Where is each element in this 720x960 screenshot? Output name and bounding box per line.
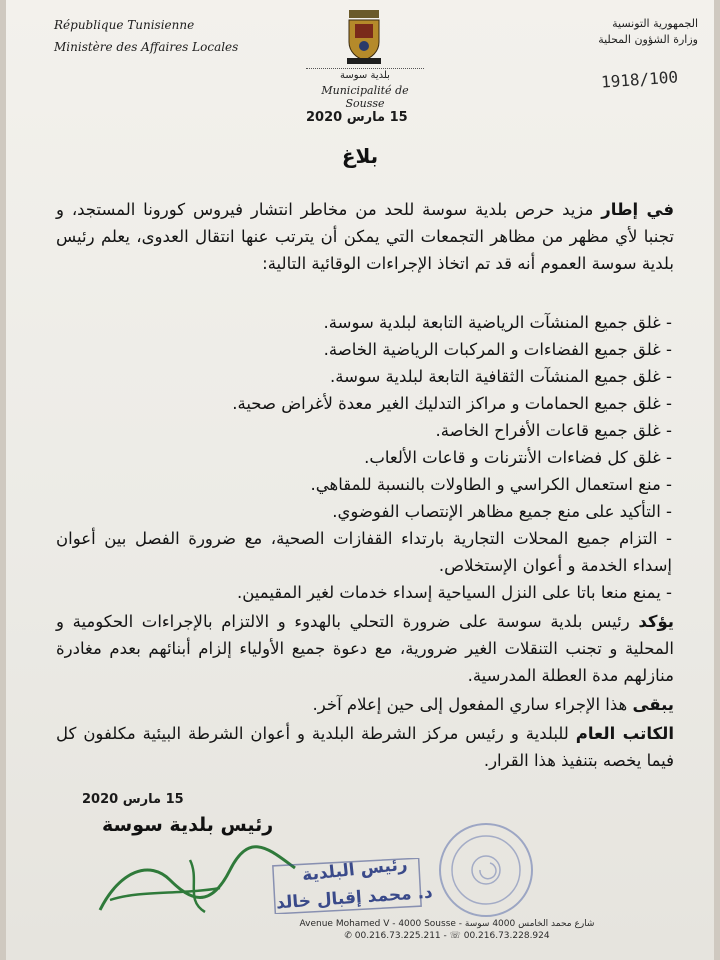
municipality-logo-icon <box>343 8 385 66</box>
intro-text: مزيد حرص بلدية سوسة للحد من مخاطر انتشار فيروس كورونا المستجد، و تجنبا لأي مظهر من مظاهر التجمعات التي يمكن أن يترتب عنها انتقال العدوى، يعلم رئيس بلدية سوسة العموم أنه قد تم اتخاذ الإجراءات الوقائية التالية: <box>56 200 674 273</box>
list-item: - غلق جميع قاعات الأفراح الخاصة. <box>435 421 672 440</box>
list-item: - منع استعمال الكراسي و الطاولات بالنسبة للمقاهي. <box>310 475 672 494</box>
stamp-mayor-label: رئيس البلدية <box>301 854 409 886</box>
exec-text: للبلدية و رئيس مركز الشرطة البلدية و أعوان الشرطة البيئية مكلفون كل فيما يخصه بتنفيذ هذا القرار. <box>56 724 674 770</box>
stamp-mayor-name: د. محمد إقبال خالد <box>275 882 434 914</box>
footer <box>182 918 712 942</box>
intro-paragraph <box>56 196 674 277</box>
confirm-lead: يؤكد <box>638 612 674 631</box>
list-item: - غلق جميع الحمامات و مراكز التدليك الغير معدة لأغراض صحية. <box>232 394 672 413</box>
document-page <box>6 0 714 960</box>
reference-number: 1918/100 <box>600 67 679 92</box>
confirm-text: رئيس بلدية سوسة على ضرورة التحلي بالهدوء و الالتزام بالإجراءات الحكومية و المحلية و تجنب التنقلات الغير ضرورية، مع دعوة جميع الأولياء إلزام أبنائهم بعدم مغادرة منازلهم مدة العطلة المدرسية. <box>56 612 674 685</box>
document-title: بلاغ <box>341 144 379 168</box>
measures-list <box>56 309 674 606</box>
list-item: - التزام جميع المحلات التجارية بارتداء القفازات الصحية، مع ضرورة الفصل بين أعوان إسداء الخدمة و أعوان الإستخلاص. <box>56 529 672 575</box>
valid-text: هذا الإجراء ساري المفعول إلى حين إعلام آخر. <box>312 695 633 714</box>
list-item: - يمنع منعا باتا على النزل السياحية إسداء خدمات لغير المقيمين. <box>237 583 672 602</box>
valid-paragraph <box>56 691 674 718</box>
official-seal-icon <box>436 820 536 920</box>
header-french <box>54 14 238 58</box>
mayor-title: رئيس بلدية سوسة <box>102 814 274 836</box>
municipality-arabic: بلدية سوسة <box>306 68 424 81</box>
header-arabic <box>598 16 698 48</box>
list-item: - غلق جميع المنشآت الرياضية التابعة لبلدية سوسة. <box>323 313 672 332</box>
municipality-french: Municipalité de Sousse <box>321 84 409 110</box>
header-ar-ministry: وزارة الشؤون المحلية <box>598 33 698 46</box>
header-ar-country: الجمهورية التونسية <box>612 17 698 30</box>
date-bottom: 15 مارس 2020 <box>82 792 184 807</box>
list-item: - غلق كل فضاءات الأنترنات و قاعات الألعاب. <box>364 448 672 467</box>
list-item: - غلق جميع المنشآت الثقافية التابعة لبلدية سوسة. <box>330 367 672 386</box>
list-item: - غلق جميع الفضاءات و المركبات الرياضية الخاصة. <box>323 340 672 359</box>
footer-address: شارع محمد الخامس 4000 سوسة - Avenue Mohamed V - 4000 Sousse <box>299 919 595 929</box>
confirm-paragraph <box>56 608 674 689</box>
date-top: 15 مارس 2020 <box>306 110 408 125</box>
header-fr-ministry: Ministère des Affaires Locales <box>54 40 239 54</box>
header-fr-country: République Tunisienne <box>54 18 195 32</box>
exec-paragraph <box>56 720 674 774</box>
intro-lead: في إطار <box>601 200 674 219</box>
valid-lead: يبقى <box>632 695 674 714</box>
list-item: - التأكيد على منع جميع مظاهر الإنتصاب الفوضوي. <box>332 502 672 521</box>
footer-phones: ✆ 00.216.73.225.211 - ☏ 00.216.73.228.924 <box>344 931 550 941</box>
document-body <box>56 196 674 774</box>
exec-lead: الكاتب العام <box>575 724 674 743</box>
